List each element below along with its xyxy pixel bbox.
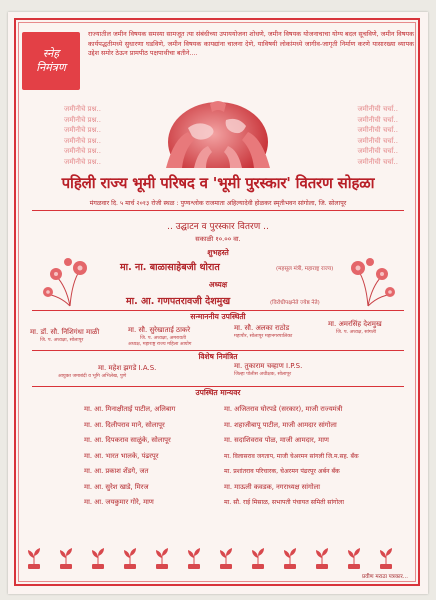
inauguration-heading: .. उद्घाटन व पुरस्कार वितरण .. bbox=[167, 222, 269, 232]
section-blessing: शुभहस्ते bbox=[207, 248, 229, 257]
invitee-name: मा. तुकाराम चव्हाण I.P.S. bbox=[234, 362, 303, 370]
event-title: पहिली राज्य भूमी परिषद व 'भूमी पुरस्कार' वितरण सोहळा bbox=[61, 174, 375, 192]
guest-role: जि. प. अध्यक्षा, सोलापूर bbox=[40, 338, 84, 343]
logo-line-1: स्नेह bbox=[42, 47, 60, 60]
event-time: सकाळी १०.०० वा. bbox=[195, 235, 241, 243]
president-role: (विरोधीपक्षनेते ज्येष्ठ नेते) bbox=[270, 300, 320, 306]
list-item: मा. आ. भारत भालके, पंढरपूर bbox=[84, 451, 159, 460]
honored-guest bbox=[30, 328, 124, 343]
section-honored: सन्माननीय उपस्थिती bbox=[190, 312, 246, 321]
blessing-role: (महसूल मंत्री, महाराष्ट्र राज्य) bbox=[276, 266, 334, 272]
flower-bouquet-left-icon bbox=[40, 248, 100, 308]
invitation-page bbox=[8, 12, 428, 594]
slogan-item: जमीनीचे प्रश्न.. bbox=[64, 105, 101, 113]
slogan-item: जमीनीची चर्चा.. bbox=[357, 157, 398, 166]
guest-name: मा. अमरसिंह देशमुख bbox=[328, 320, 382, 328]
divider bbox=[32, 350, 404, 351]
event-venue: मंगळवार दि. ५ मार्च २०१३ रोजी स्थळ : पुण्यश्लोक राजमाता अहिल्यादेवी होळकर स्मृतीभवन सांगोला, जि. सोलापूर bbox=[89, 200, 347, 207]
honored-guest bbox=[128, 326, 228, 347]
guest-role: महापौर, सोलापूर महानगरपालिका bbox=[234, 334, 293, 339]
globe-hands-illustration bbox=[148, 98, 288, 168]
list-item: मा. प्रशांतराव परिचारक, चेअरमन पंढरपूर अर्बन बँक bbox=[224, 468, 340, 475]
president-name: मा. आ. गणपतरावजी देशमुख bbox=[126, 296, 231, 307]
list-item: मा. आ. दिपकराव साळुंके, सोलापूर bbox=[84, 436, 171, 444]
intro-paragraph: राज्यातील जमीन विषयक समस्या सामजूत त्या संबंधीच्या उपाययोजना शोधणे, जमीन विषयक योजनाचाचा योग्य बदल सूचविणे, जमीन विषयक कार्यपद्धतीमध्ये सुधारणा घडविणे, जमीन विषयक कायद्यांना चालना देणे, याविषयी लोकांमध्ये जागीव-जागृती निर्माण करणे यासारख्या व्यापक उद्देश समोर ठेऊन प्रामपीठ पक्षपाथीचा बतीने.... bbox=[88, 30, 414, 58]
list-item: मा. आ. प्रकाश शेंडगे, जत bbox=[84, 467, 149, 475]
guest-note: अध्यक्ष, महाराष्ट्र राज्य महिला आयोग bbox=[128, 342, 192, 347]
list-item: मा. आ. सुरेश खाडे, मिरज bbox=[84, 482, 149, 491]
slogan-item: जमीनीची चर्चा.. bbox=[357, 136, 398, 145]
list-item: मा. अजितराव घोरपडे (सरकार), माजी राज्यमंत्री bbox=[224, 405, 343, 413]
divider bbox=[32, 310, 404, 311]
divider bbox=[32, 210, 404, 211]
invitee-role: जिल्हा पोलीस अधीक्षक, सोलापूर bbox=[234, 372, 292, 377]
guest-name: मा. डॉ. सौ. निशिगंधा माळी bbox=[30, 328, 100, 336]
present-left-list bbox=[84, 402, 224, 511]
slogan-item: जमीनीचे प्रश्न.. bbox=[64, 136, 101, 145]
invitee-name: मा. महेश झगडे I.A.S. bbox=[98, 364, 157, 372]
slogan-item: जमीनीचे प्रश्न.. bbox=[64, 157, 101, 166]
special-invitee bbox=[234, 362, 384, 377]
section-special: विशेष निमंत्रित bbox=[198, 352, 238, 361]
list-item: मा. आ. दिलीपराव माने, सोलापूर bbox=[84, 420, 165, 429]
invitee-role: आयुक्त जमाबंदी व भूमि अभिलेख, पुणे bbox=[58, 374, 127, 379]
slogan-item: जमीनीचे प्रश्न.. bbox=[64, 147, 101, 155]
divider bbox=[32, 386, 404, 387]
slogan-item: जमीनीची चर्चा.. bbox=[357, 147, 398, 155]
honored-guest bbox=[328, 320, 414, 335]
list-item: मा. शहाजीबापू पाटील, माजी आमदार सांगोला bbox=[224, 420, 337, 429]
guest-name: मा. सौ. अलका राठोड bbox=[234, 324, 290, 332]
list-item: मा. माऊली कवडक, नगराध्यक्ष सांगोला bbox=[224, 482, 320, 491]
section-present: उपस्थित मान्यवर bbox=[195, 388, 241, 397]
slogan-item: जमीनीची चर्चा.. bbox=[357, 126, 398, 134]
present-right-list bbox=[224, 402, 420, 511]
list-item: मा. विलासराव जगताप, माजी चेअरमन सांगली जि.म.सह. बँक bbox=[224, 452, 359, 460]
guest-role: जि. प. अध्यक्ष, सांगली bbox=[336, 330, 377, 335]
list-item: मा. सौ. राई मिसाळ, सभापती पंचायत समिती सांगोला bbox=[224, 499, 344, 506]
slogan-item: जमीनीची चर्चा.. bbox=[357, 105, 398, 113]
footer-credit: प्रवीण मराठा पत्रकार... bbox=[362, 574, 408, 580]
honored-guest bbox=[234, 324, 328, 339]
plant-border-decoration bbox=[24, 544, 412, 570]
blessing-name: मा. ना. बाळासाहेबजी थोरात bbox=[120, 262, 220, 273]
slogans-left bbox=[64, 104, 101, 167]
slogan-item: जमीनीचे प्रश्न.. bbox=[64, 115, 101, 124]
list-item: मा. आ. जयकुमार गोरे, माण bbox=[84, 498, 154, 506]
slogan-item: जमीनीचे प्रश्न.. bbox=[64, 126, 101, 134]
special-invitee bbox=[58, 364, 198, 379]
list-item: मा. सदाशिवराव पोळ, माजी आमदार, माण bbox=[224, 436, 329, 444]
slogans-right bbox=[308, 104, 398, 167]
list-item: मा. आ. मिनाक्षीताई पाटील, अलिबाग bbox=[84, 405, 176, 413]
sneh-nimantran-logo bbox=[22, 32, 80, 90]
guest-name: मा. सौ. सुरेखाताई ठाकरे bbox=[128, 326, 191, 334]
slogan-item: जमीनीची चर्चा.. bbox=[357, 115, 398, 124]
section-president: अध्यक्ष bbox=[208, 280, 228, 289]
flower-bouquet-right-icon bbox=[338, 248, 398, 308]
globe-icon bbox=[148, 98, 288, 168]
logo-line-2: निमंत्रण bbox=[36, 61, 66, 74]
guest-role: जि. प. अध्यक्षा, अमरावती bbox=[140, 336, 186, 341]
